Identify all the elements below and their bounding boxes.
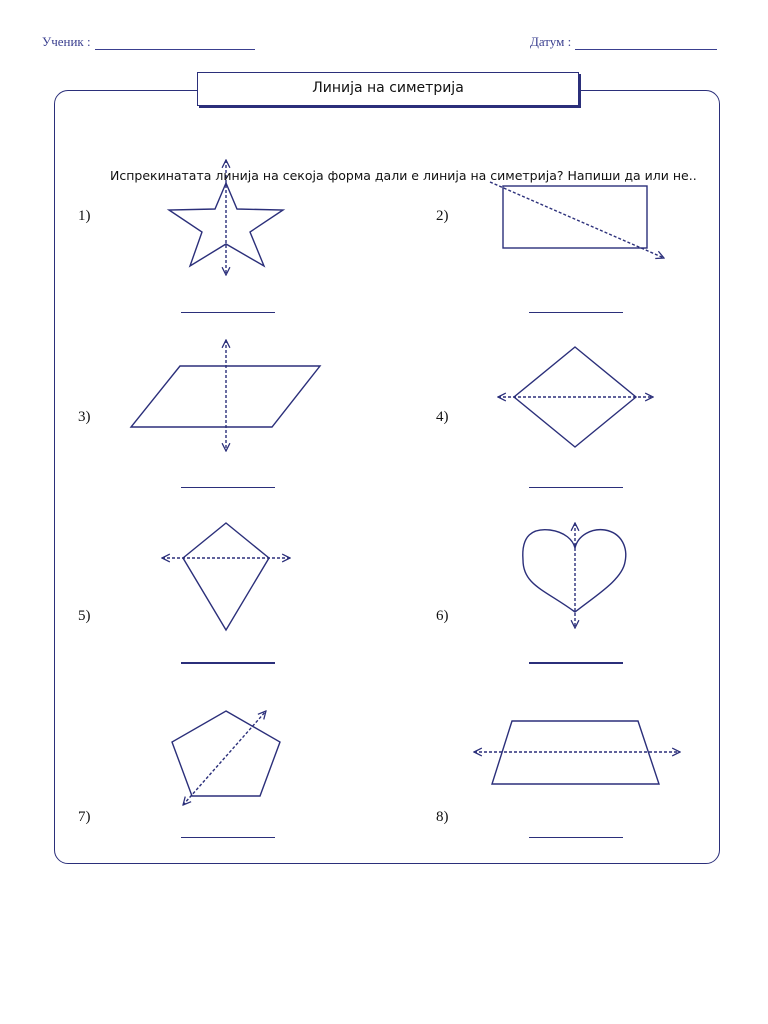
item-number-4: 4) (436, 409, 449, 425)
answer-line-4[interactable] (529, 487, 623, 488)
pentagon-icon (172, 711, 280, 805)
rhombus-icon (498, 347, 653, 447)
item-number-7: 7) (78, 809, 91, 825)
rectangle-icon (490, 182, 664, 258)
answer-line-2[interactable] (529, 312, 623, 313)
answer-line-3[interactable] (181, 487, 275, 488)
heart-icon (523, 523, 626, 628)
worksheet-title: Линија на симетрија (197, 72, 579, 106)
answer-line-7[interactable] (181, 837, 275, 838)
instruction-text: Испрекинатата линија на секоја форма дали е линија на симетрија? Напиши да или не.. (110, 168, 697, 183)
item-number-2: 2) (436, 208, 449, 224)
answer-line-1[interactable] (181, 312, 275, 313)
item-number-1: 1) (78, 208, 91, 224)
trapezoid-icon (474, 721, 680, 784)
item-number-8: 8) (436, 809, 449, 825)
parallelogram-icon (131, 340, 320, 451)
answer-line-8[interactable] (529, 837, 623, 838)
item-number-3: 3) (78, 409, 91, 425)
answer-line-5[interactable] (181, 662, 275, 664)
student-label: Ученик : (42, 34, 91, 49)
item-number-5: 5) (78, 608, 91, 624)
date-label: Датум : (530, 34, 572, 49)
kite-icon (162, 523, 290, 630)
answer-line-6[interactable] (529, 662, 623, 664)
item-number-6: 6) (436, 608, 449, 624)
